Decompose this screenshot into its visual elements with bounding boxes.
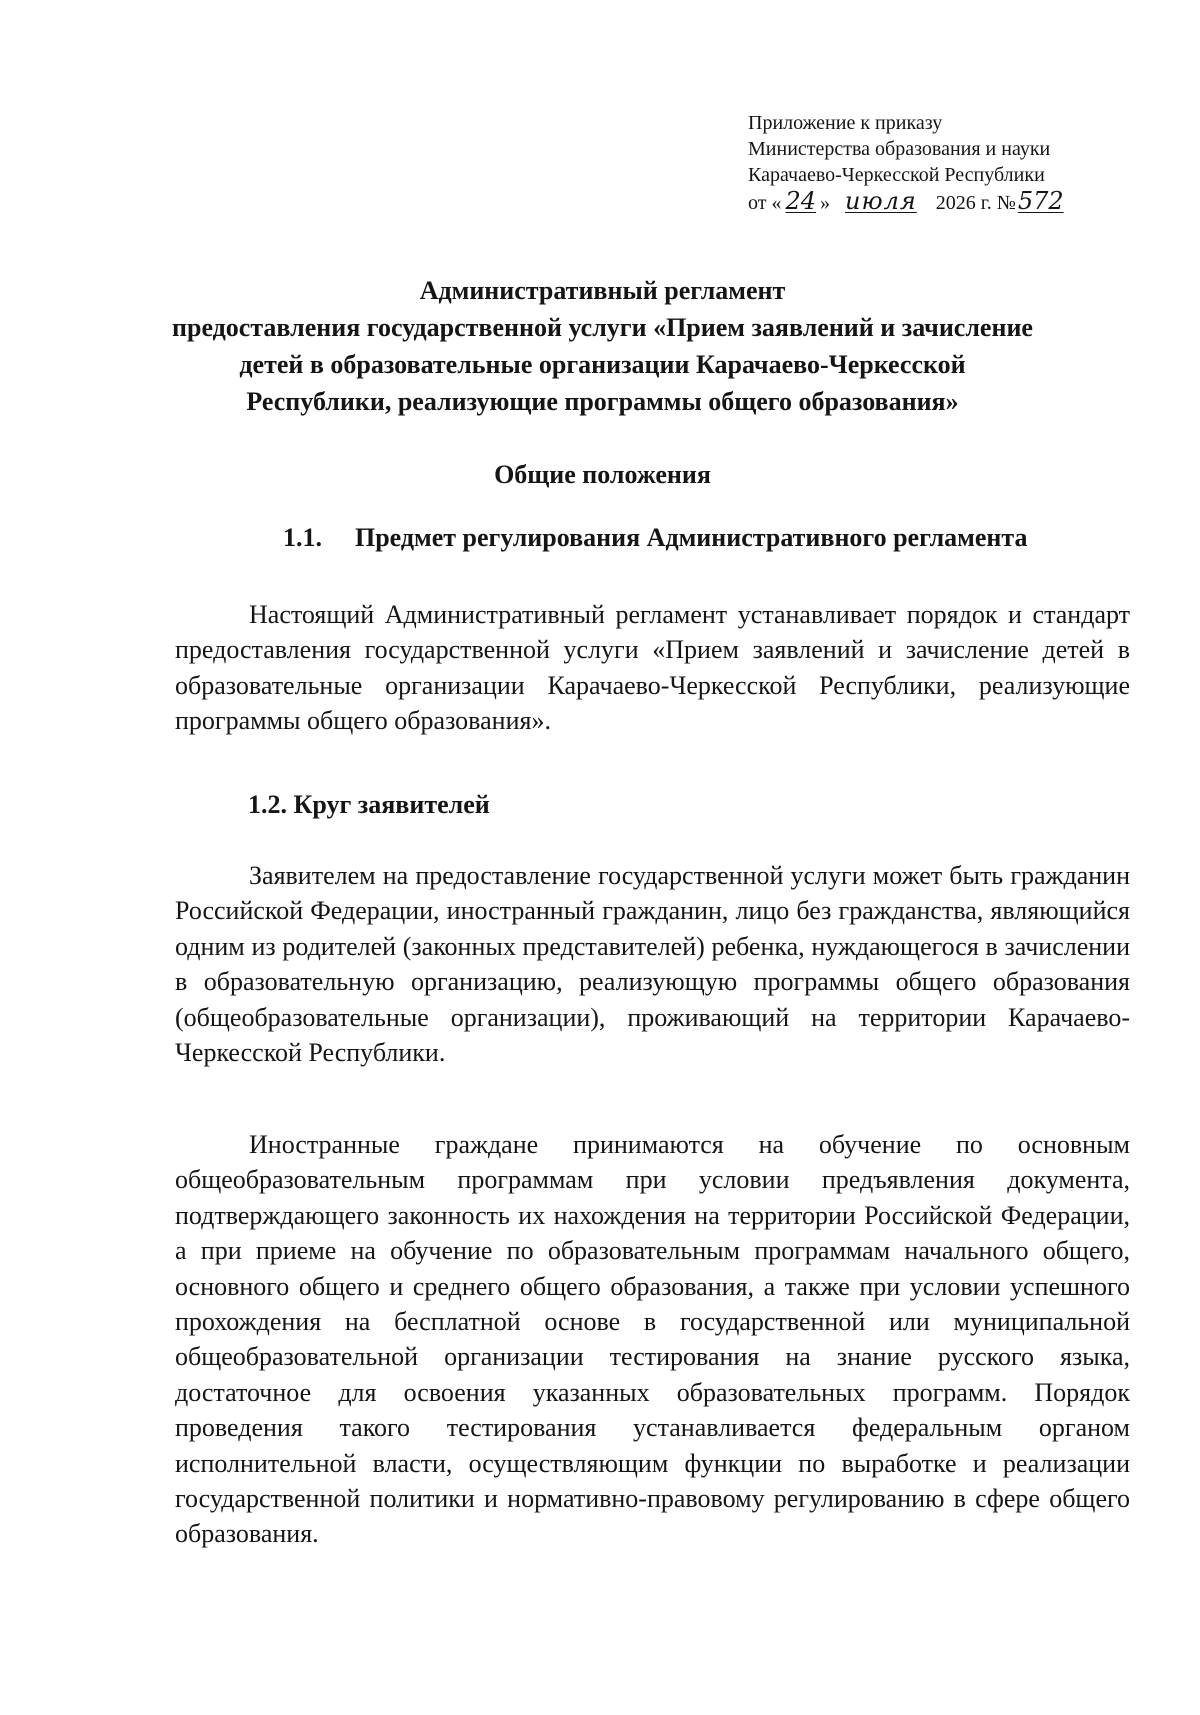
section-1-2-heading: 1.2. Круг заявителей — [248, 790, 490, 819]
section-1-1-title: Предмет регулирования Административного регламента — [355, 523, 1028, 552]
section-1-2-paragraph-1: Заявителем на предоставление государственной услуги может быть гражданин Российской Федерации, иностранный гражданин, лицо без гражданства, являющийся одним из родителей (законных представителей) ребенка, нуждающегося в зачислении в образовательную организацию, реализующую программы общего образования (общеобразовательные организации), проживающий на территории Карачаево-Черкесской Республики. — [175, 861, 1130, 1068]
title-line-2: предоставления государственной услуги «Прием заявлений и зачисление — [172, 313, 1033, 342]
general-provisions-heading: Общие положения — [494, 460, 711, 489]
section-1-1-paragraph: Настоящий Административный регламент устанавливает порядок и стандарт предоставления государственной услуги «Прием заявлений и зачисление детей в образовательные организации Карачаево-Черкесской Республики, реализующие программы общего образования». — [175, 600, 1130, 736]
document-title — [150, 272, 1055, 420]
appendix-line-1: Приложение к приказу — [748, 112, 943, 134]
handwritten-month: июля — [845, 187, 917, 215]
section-1-2-paragraph-2: Иностранные граждане принимаются на обучение по основным общеобразовательным программам при условии предъявления документа, подтверждающего законность их нахождения на территории Российской Федерации, а при приеме на обучение по образовательным программам начального общего, основного общего и среднего общего образования, а также при условии успешного прохождения на бесплатной основе в государственной или муниципальной общеобразовательной организации тестирования на знание русского языка, достаточное для освоения указанных образовательных программ. Порядок проведения такого тестирования устанавливается федеральным органом исполнительной власти, осуществляющим функции по выработке и реализации государственной политики и нормативно-правовому регулированию в сфере общего образования. — [175, 1130, 1130, 1549]
date-year: 2026 г. № — [935, 192, 1016, 214]
date-prefix: от « — [748, 192, 782, 214]
section-1-1-number: 1.1. — [283, 523, 322, 552]
handwritten-order-number: 572 — [1017, 187, 1064, 215]
date-mid: » — [820, 192, 831, 214]
handwritten-day: 24 — [785, 187, 817, 215]
title-line-4: Республики, реализующие программы общего образования» — [246, 387, 959, 416]
appendix-line-3: Карачаево-Черкесской Республики — [748, 164, 1045, 186]
appendix-block — [748, 110, 1148, 216]
appendix-line-2: Министерства образования и науки — [748, 138, 1051, 160]
title-line-3: детей в образовательные организации Карачаево-Черкесской — [239, 350, 966, 379]
section-1-1-heading — [283, 521, 1027, 555]
appendix-date-line — [748, 188, 1148, 216]
title-line-1: Административный регламент — [419, 276, 786, 305]
